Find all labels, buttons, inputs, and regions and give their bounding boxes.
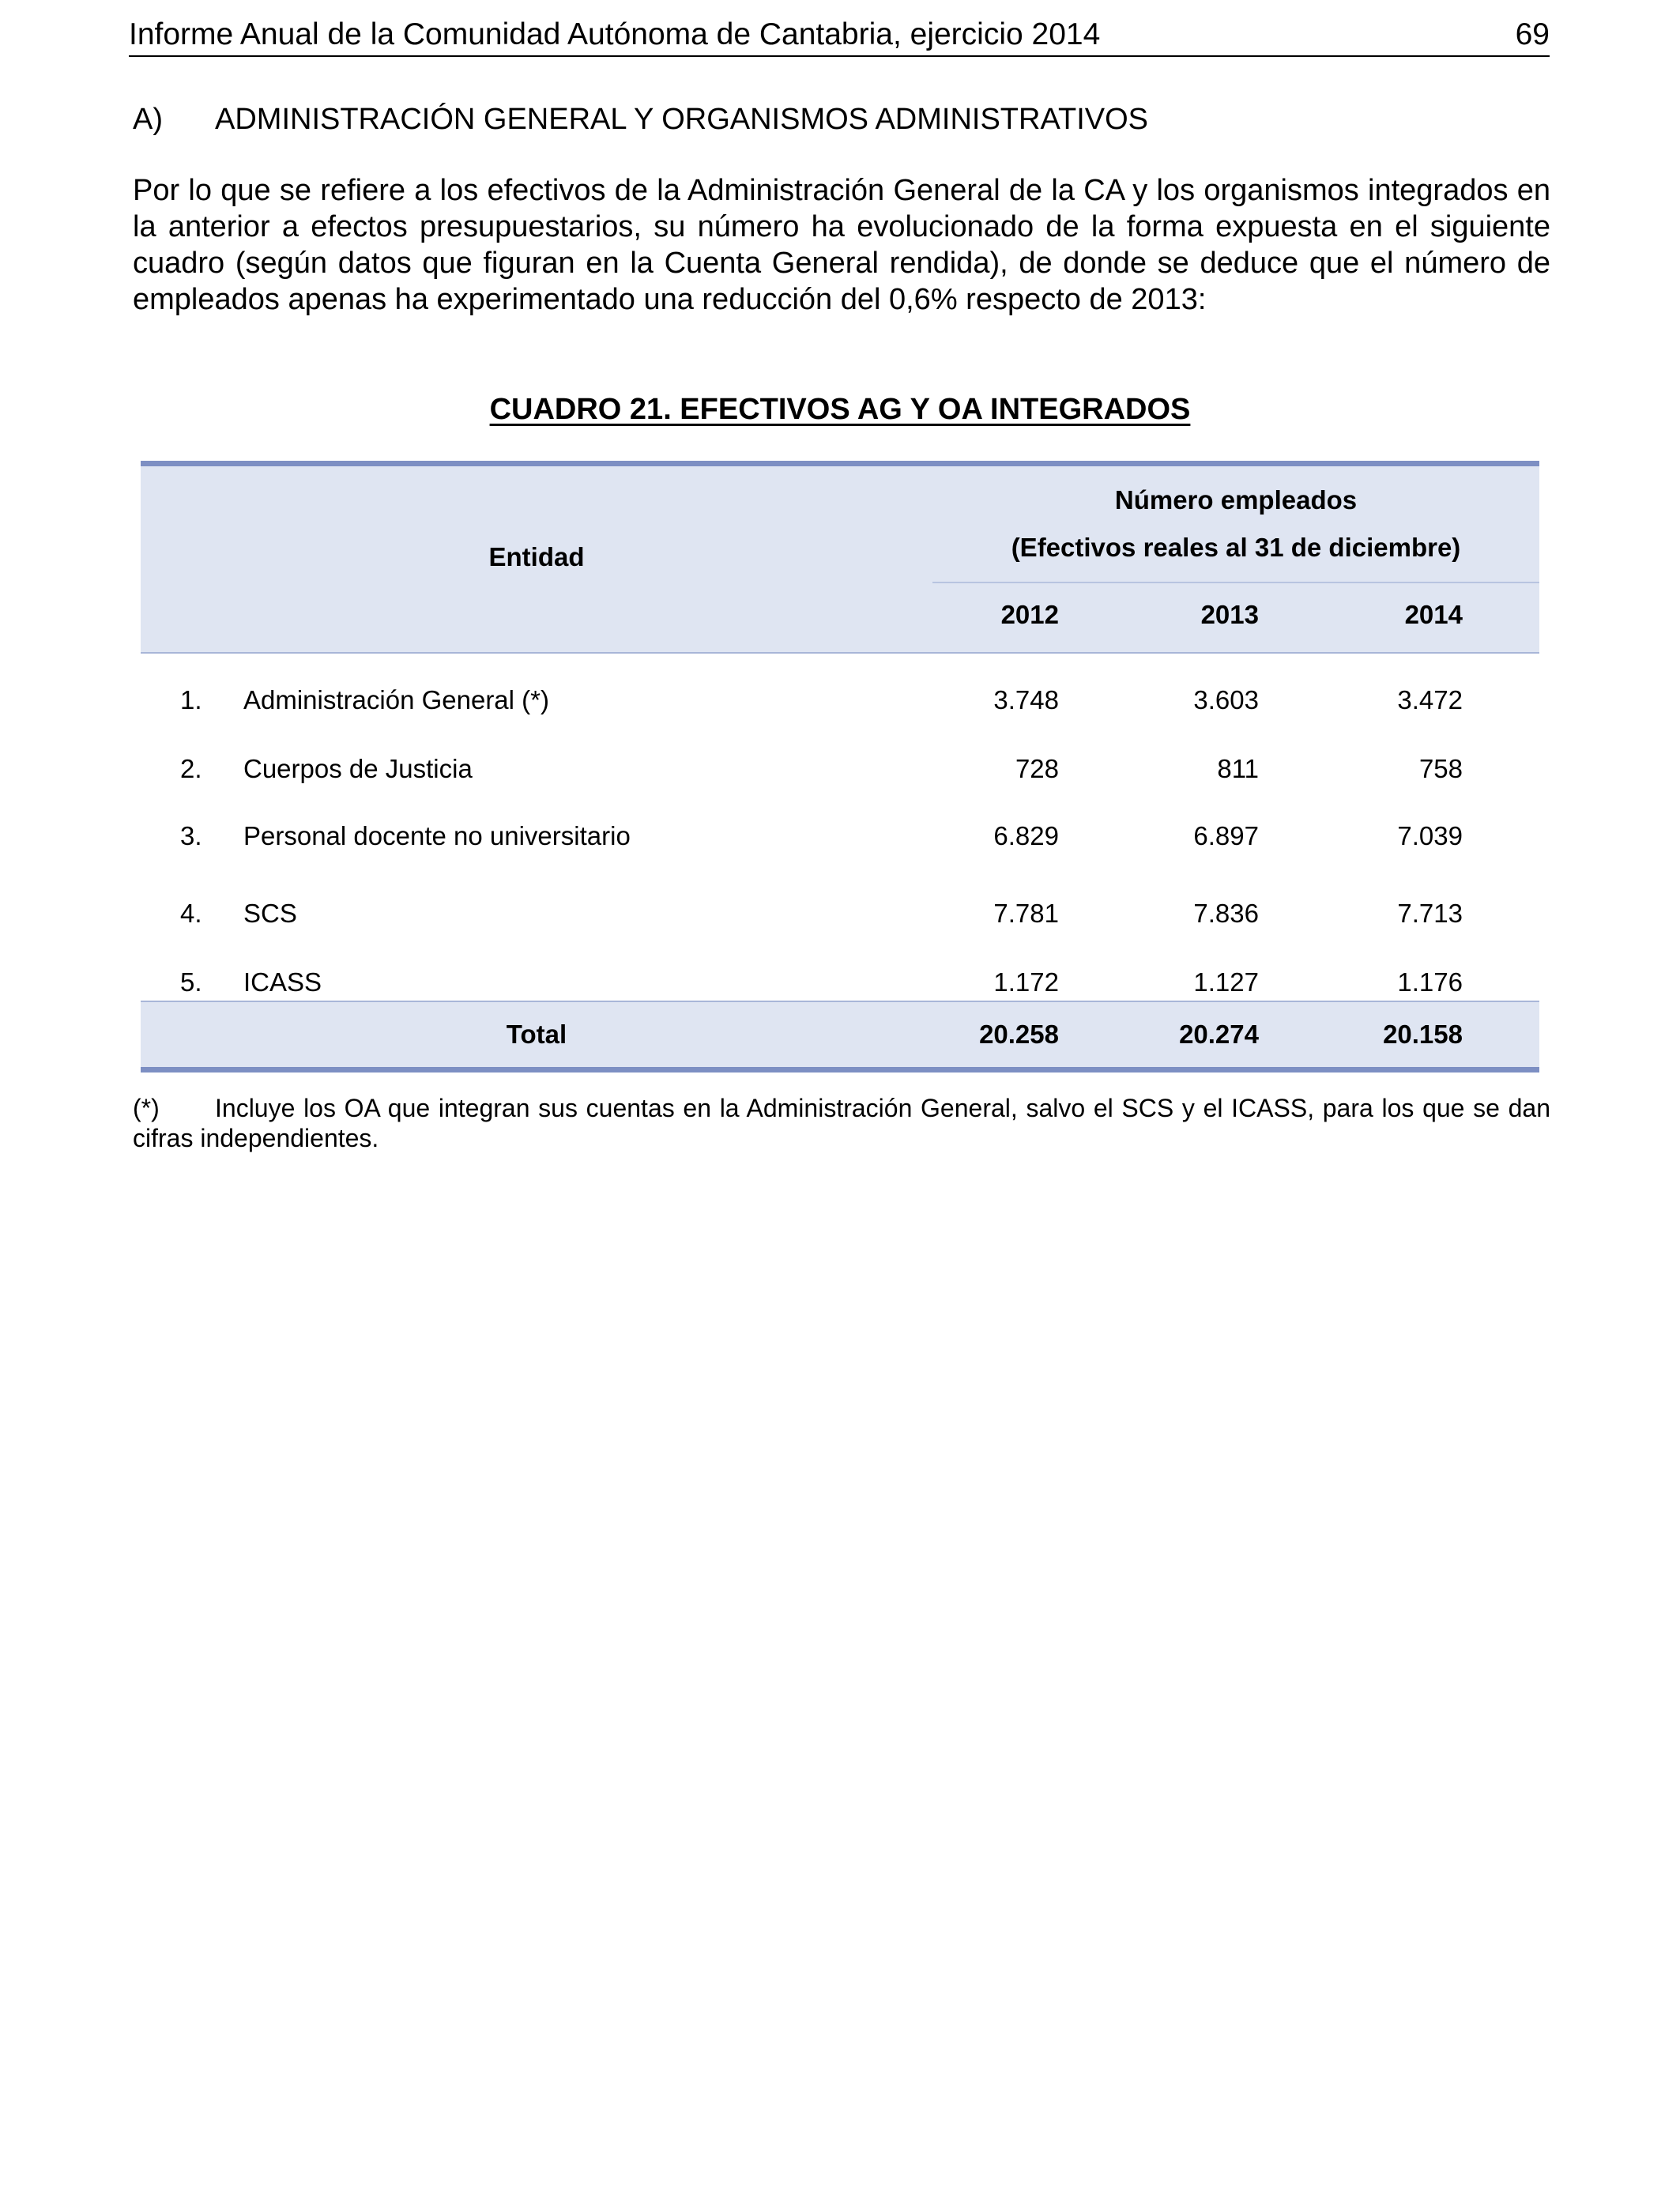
row-5-2013: 1.127 — [1193, 967, 1259, 997]
table-bottom-rule — [141, 1067, 1539, 1072]
row-2-2012: 728 — [1015, 754, 1059, 783]
row-5-2014: 1.176 — [1397, 967, 1463, 997]
header-title: Informe Anual de la Comunidad Autónoma de Cantabria, ejercicio 2014 — [129, 17, 1101, 51]
row-2-2013: 811 — [1217, 754, 1259, 783]
section-title: ADMINISTRACIÓN GENERAL Y ORGANISMOS ADMINISTRATIVOS — [215, 103, 1149, 136]
table-title — [0, 390, 1680, 429]
section-letter: A) — [133, 103, 163, 136]
header-year-2012: 2012 — [1000, 600, 1059, 629]
table-top-rule — [141, 461, 1539, 466]
row-3-entity: Personal docente no universitario — [243, 821, 631, 850]
table-header-bottom-rule — [141, 652, 1539, 654]
row-2-number: 2. — [180, 754, 202, 783]
row-5-2012: 1.172 — [993, 967, 1059, 997]
intro-paragraph: Por lo que se refiere a los efectivos de la Administración General de la CA y los organismos integrados en la anterior a efectos presupuestarios, su número ha evolucionado de la forma expuesta en el siguiente cuadro (según datos que figuran en la Cuenta General rendida), de donde se deduce que el número de empleados apenas ha experimentado una reducción del 0,6% respecto de 2013: — [133, 174, 1550, 316]
total-2014: 20.158 — [1383, 1020, 1463, 1049]
row-5-entity: ICASS — [243, 967, 322, 997]
row-1-2014: 3.472 — [1397, 685, 1463, 714]
row-3-2014: 7.039 — [1397, 821, 1463, 850]
row-5-number: 5. — [180, 967, 202, 997]
row-3-2012: 6.829 — [993, 821, 1059, 850]
header-entidad: Entidad — [488, 542, 585, 571]
row-3-2013: 6.897 — [1193, 821, 1259, 850]
row-3-number: 3. — [180, 821, 202, 850]
total-label: Total — [506, 1020, 567, 1049]
row-1-2013: 3.603 — [1193, 685, 1259, 714]
row-2-entity: Cuerpos de Justicia — [243, 754, 473, 783]
row-4-2014: 7.713 — [1397, 899, 1463, 928]
employees-table — [141, 461, 1539, 1077]
header-year-2013: 2013 — [1200, 600, 1259, 629]
page-header — [129, 14, 1550, 57]
page-number: 69 — [1515, 17, 1550, 51]
row-4-2012: 7.781 — [993, 899, 1059, 928]
header-numero-empleados: Número empleados — [1114, 485, 1358, 515]
row-1-number: 1. — [180, 685, 202, 714]
table-header-divider — [932, 582, 1539, 583]
row-1-2012: 3.748 — [993, 685, 1059, 714]
table-title-text: CUADRO 21. EFECTIVOS AG Y OA INTEGRADOS — [489, 393, 1191, 426]
row-4-entity: SCS — [243, 899, 297, 928]
total-2012: 20.258 — [979, 1020, 1059, 1049]
row-2-2014: 758 — [1418, 754, 1463, 783]
footnote-mark: (*) — [133, 1094, 160, 1122]
total-2013: 20.274 — [1179, 1020, 1259, 1049]
footnote-text: Incluye los OA que integran sus cuentas en la Administración General, salvo el SCS y el ICASS, para los que se dan cifras independientes. — [133, 1094, 1550, 1152]
row-1-entity: Administración General (*) — [243, 685, 549, 714]
row-4-number: 4. — [180, 899, 202, 928]
table-footnote — [133, 1093, 1550, 1153]
section-heading — [133, 100, 1555, 139]
header-year-2014: 2014 — [1404, 600, 1463, 629]
row-4-2013: 7.836 — [1193, 899, 1259, 928]
header-efectivos-reales: (Efectivos reales al 31 de diciembre) — [1011, 533, 1461, 562]
